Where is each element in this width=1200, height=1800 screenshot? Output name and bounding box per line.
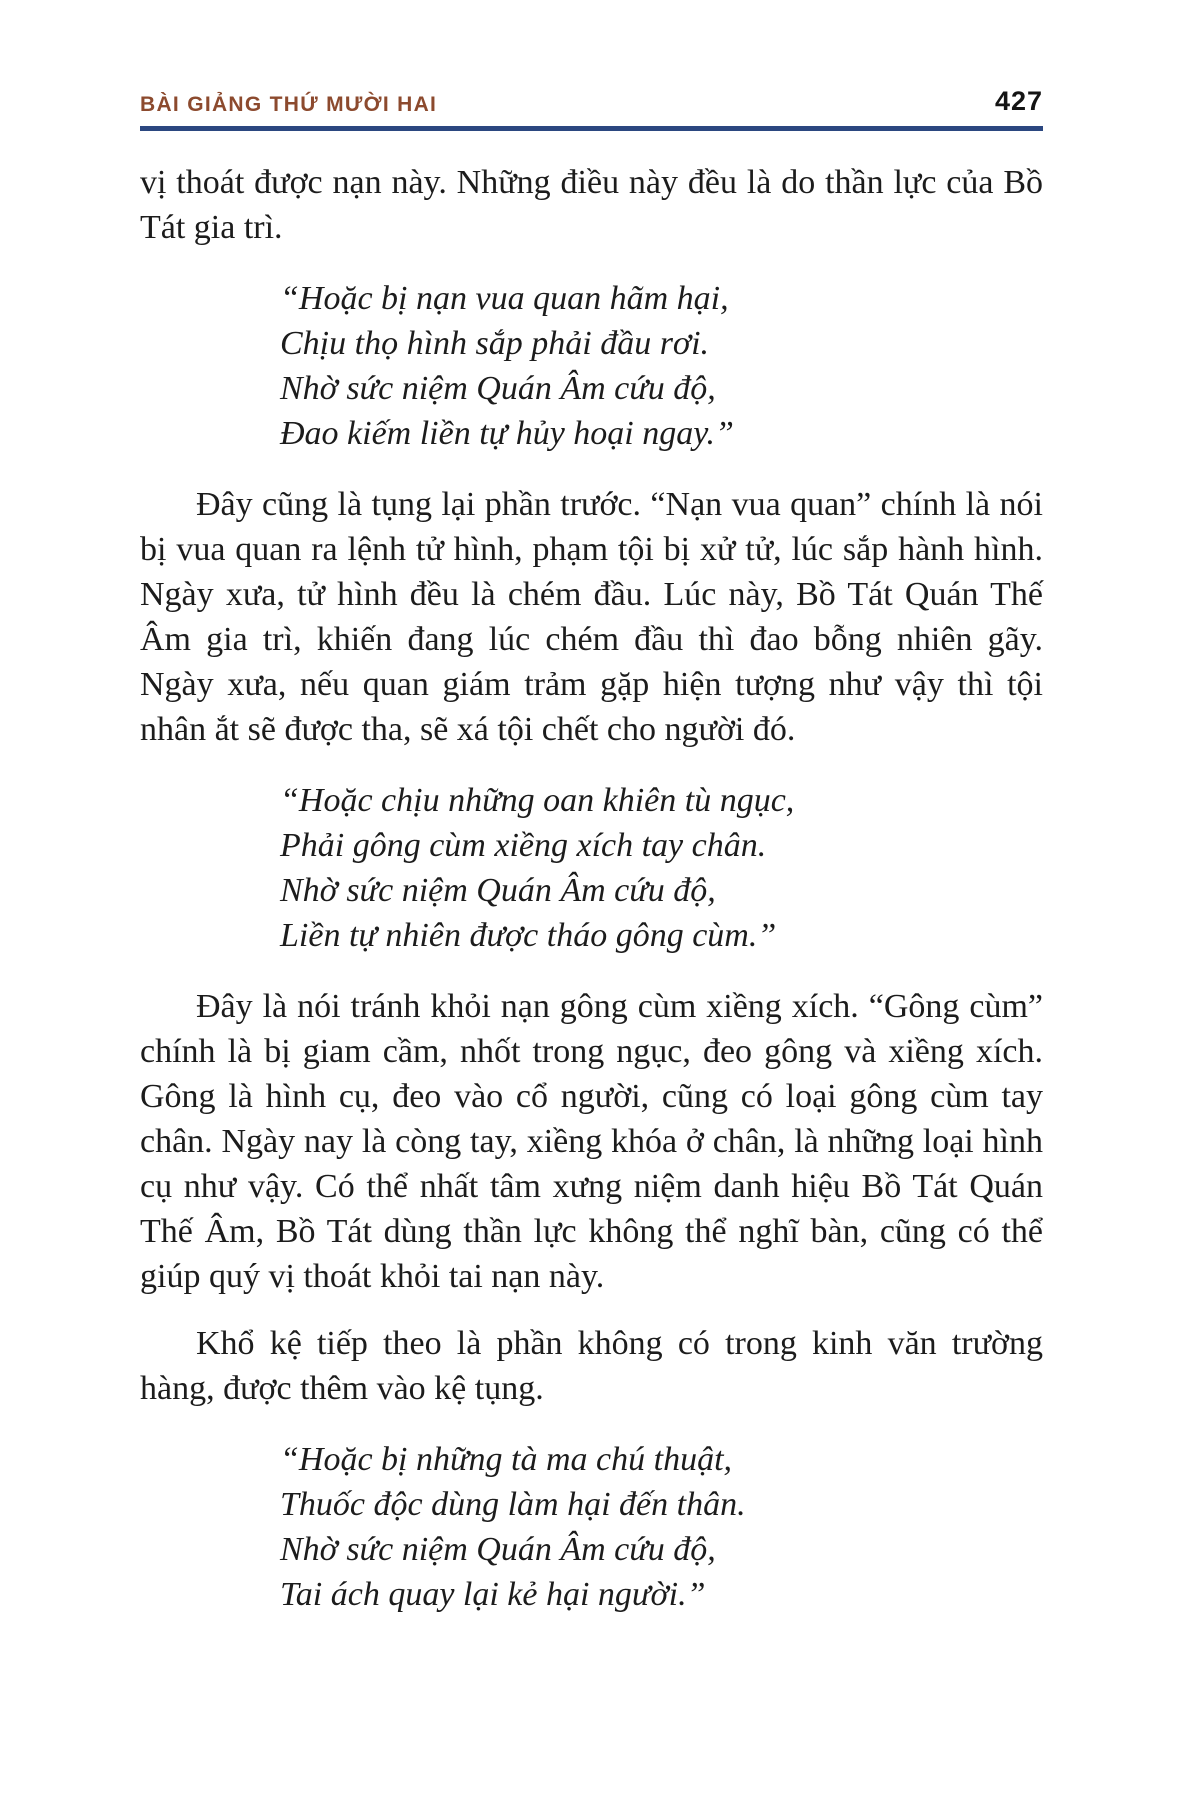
verse-block-3 (280, 1437, 1043, 1617)
verse-line: Chịu thọ hình sắp phải đầu rơi. (280, 325, 710, 362)
verse-line: Nhờ sức niệm Quán Âm cứu độ, (280, 872, 716, 909)
paragraph-commentary-1: Đây cũng là tụng lại phần trước. “Nạn vua quan” chính là nói bị vua quan ra lệnh tử hình, phạm tội bị xử tử, lúc sắp hành hình. Ngày xưa, tử hình đều là chém đầu. Lúc này, Bồ Tát Quán Thế Âm gia trì, khiến đang lúc chém đầu thì đao bỗng nhiên gãy. Ngày xưa, nếu quan giám trảm gặp hiện tượng như vậy thì tội nhân ắt sẽ được tha, sẽ xá tội chết cho người đó. (140, 486, 1043, 748)
verse-line: Phải gông cùm xiềng xích tay chân. (280, 827, 767, 864)
verse-line: Liền tự nhiên được tháo gông cùm.” (280, 917, 777, 954)
verse-line: Thuốc độc dùng làm hại đến thân. (280, 1486, 746, 1523)
verse-block-2 (280, 778, 1043, 958)
verse-line: “Hoặc chịu những oan khiên tù ngục, (280, 782, 795, 819)
running-title: BÀI GIẢNG THỨ MƯỜI HAI (140, 93, 438, 116)
page-number: 427 (994, 86, 1043, 116)
page-body (140, 160, 1043, 1617)
header-rule (140, 126, 1043, 131)
page-header (140, 86, 1043, 117)
paragraph-commentary-2: Đây là nói tránh khỏi nạn gông cùm xiềng xích. “Gông cùm” chính là bị giam cầm, nhốt trong ngục, đeo gông và xiềng xích. Gông là hình cụ, đeo vào cổ người, cũng có loại gông cùm tay chân. Ngày nay là còng tay, xiềng khóa ở chân, là những loại hình cụ như vậy. Có thể nhất tâm xưng niệm danh hiệu Bồ Tát Quán Thế Âm, Bồ Tát dùng thần lực không thể nghĩ bàn, cũng có thể giúp quý vị thoát khỏi tai nạn này. (140, 988, 1043, 1295)
verse-line: Đao kiếm liền tự hủy hoại ngay.” (280, 415, 734, 452)
paragraph-commentary-3: Khổ kệ tiếp theo là phần không có trong kinh văn trường hàng, được thêm vào kệ tụng. (140, 1325, 1043, 1407)
verse-line: Nhờ sức niệm Quán Âm cứu độ, (280, 1531, 716, 1568)
verse-line: Nhờ sức niệm Quán Âm cứu độ, (280, 370, 716, 407)
verse-line: “Hoặc bị nạn vua quan hãm hại, (280, 280, 729, 317)
verse-line: “Hoặc bị những tà ma chú thuật, (280, 1441, 733, 1478)
paragraph-continuation: vị thoát được nạn này. Những điều này đều là do thần lực của Bồ Tát gia trì. (140, 164, 1043, 246)
verse-block-1 (280, 276, 1043, 456)
verse-line: Tai ách quay lại kẻ hại người.” (280, 1576, 706, 1613)
